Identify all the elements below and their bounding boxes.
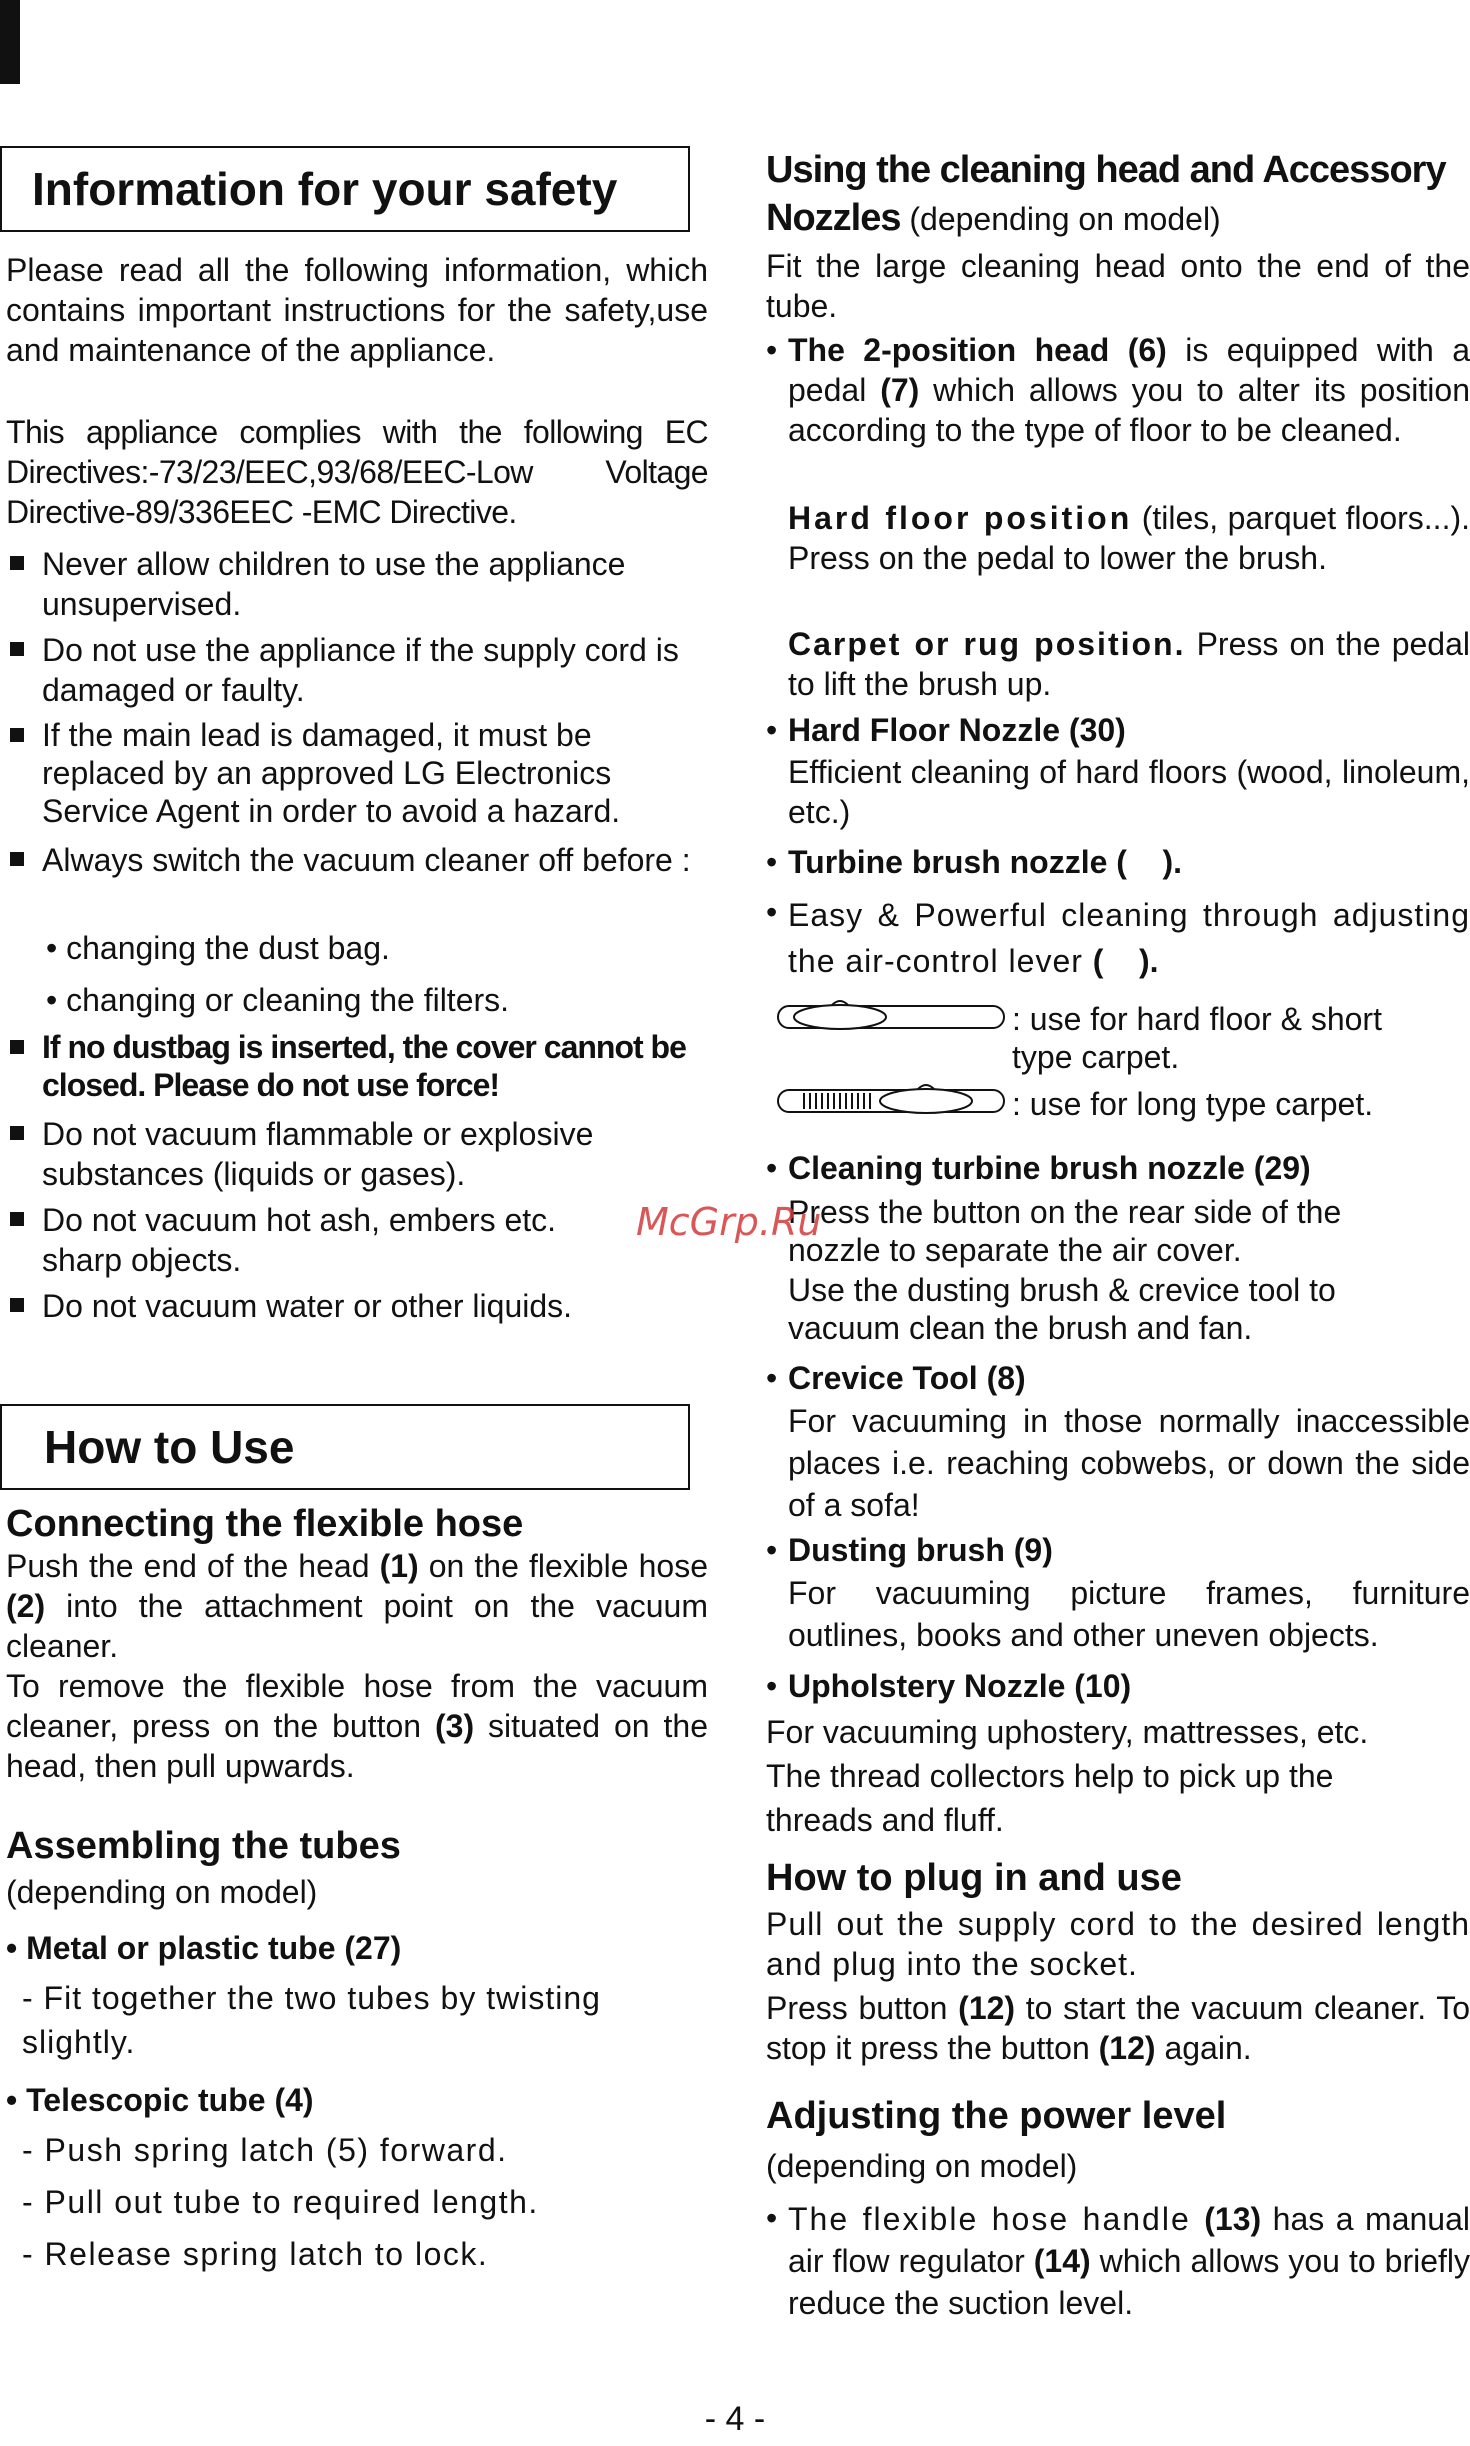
upholstery-line: For vacuuming uphostery, mattresses, etc.: [766, 1714, 1369, 1750]
bullet-square-icon: [10, 1298, 24, 1312]
bullet-dot: •: [766, 712, 778, 748]
two-position-head: The 2-position head (6) is equipped with a pedal (7) which allows you to alter its position according to the type of floor to be cleaned.: [788, 332, 1470, 448]
safety-title-box: [0, 146, 690, 232]
safety-item: Do not vacuum flammable or explosive substances (liquids or gases).: [42, 1116, 594, 1192]
safety-title: Information for your safety: [32, 163, 618, 215]
bullet-square-icon: [10, 1040, 24, 1054]
hose-heading: Connecting the flexible hose: [6, 1503, 524, 1545]
upholstery-nozzle-label: Upholstery Nozzle (10): [788, 1668, 1132, 1704]
safety-item: Do not use the appliance if the supply cord is damaged or faulty.: [42, 632, 679, 708]
page-number: - 4 -: [704, 2400, 766, 2438]
safety-subitem: • changing or cleaning the filters.: [46, 982, 510, 1018]
safety-item: Always switch the vacuum cleaner off before :: [42, 842, 691, 878]
safety-item: If the main lead is damaged, it must be replaced by an approved LG Electronics Service Agent in order to avoid a hazard.: [42, 717, 621, 829]
bullet-dot: •: [766, 1150, 778, 1186]
watermark: McGrp.Ru: [636, 1200, 822, 1244]
howto-title: How to Use: [44, 1421, 295, 1473]
turbine-brush-label: Turbine brush nozzle ( ).: [788, 844, 1183, 880]
carpet-position: Carpet or rug position. Press on the pedal to lift the brush up.: [788, 626, 1470, 702]
bullet-dot: •: [766, 1668, 778, 1704]
bullet-square-icon: [10, 852, 24, 866]
plug-heading: How to plug in and use: [766, 1857, 1182, 1899]
howto-title-box: [0, 1404, 690, 1490]
telescopic-tube-label: • Telescopic tube (4): [6, 2082, 314, 2118]
cleaning-turbine-line: vacuum clean the brush and fan.: [788, 1310, 1253, 1346]
lever-hard-floor-text: : use for hard floor & short type carpet.: [1012, 1001, 1382, 1075]
cleaning-turbine-line: Use the dusting brush & crevice tool to: [788, 1272, 1336, 1308]
telescopic-step: - Push spring latch (5) forward.: [22, 2132, 508, 2168]
power-subheading: (depending on model): [766, 2148, 1078, 2184]
safety-subitem: • changing the dust bag.: [46, 930, 390, 966]
dusting-brush-label: Dusting brush (9): [788, 1532, 1053, 1568]
crevice-tool-text: For vacuuming in those normally inaccessible places i.e. reaching cobwebs, or down the side of a sofa!: [788, 1403, 1470, 1523]
bullet-square-icon: [10, 642, 24, 656]
cleaning-turbine-label: Cleaning turbine brush nozzle (29): [788, 1150, 1311, 1186]
safety-item: Do not vacuum hot ash, embers etc. sharp objects.: [42, 1202, 557, 1278]
bullet-square-icon: [10, 728, 24, 742]
telescopic-step: - Pull out tube to required length.: [22, 2184, 539, 2220]
cleaning-turbine-line: Press the button on the rear side of the: [788, 1194, 1342, 1230]
upholstery-line: The thread collectors help to pick up the: [766, 1758, 1334, 1794]
plug-paragraph-1: Pull out the supply cord to the desired length and plug into the socket.: [766, 1906, 1470, 1982]
safety-item: Never allow children to use the appliance unsupervised.: [42, 546, 626, 622]
bullet-square-icon: [10, 1126, 24, 1140]
safety-directives: This appliance complies with the following EC Directives:-73/23/EEC,93/68/EEC-Low Voltage Directive-89/336EEC -EMC Directive.: [6, 414, 708, 530]
bullet-dot: •: [766, 844, 778, 880]
safety-warning: If no dustbag is inserted, the cover cannot be closed. Please do not use force!: [42, 1029, 686, 1103]
metal-tube-text: - Fit together the two tubes by twisting slightly.: [22, 1980, 601, 2060]
safety-item: Do not vacuum water or other liquids.: [42, 1288, 573, 1324]
upholstery-line: threads and fluff.: [766, 1802, 1004, 1838]
corner-marker: [0, 0, 20, 84]
cleaning-heading-line1: Using the cleaning head and Accessory: [766, 149, 1446, 191]
dusting-brush-text: For vacuuming picture frames, furniture outlines, books and other uneven objects.: [788, 1575, 1470, 1653]
hard-floor-nozzle-text: Efficient cleaning of hard floors (wood, linoleum, etc.): [788, 754, 1470, 830]
cleaning-turbine-line: nozzle to separate the air cover.: [788, 1232, 1242, 1268]
metal-tube-label: • Metal or plastic tube (27): [6, 1930, 402, 1966]
bullet-dot: •: [766, 1360, 778, 1396]
cleaning-intro: Fit the large cleaning head onto the end of the tube.: [766, 248, 1470, 324]
bullet-dot: •: [766, 1532, 778, 1568]
lever-long-carpet-text: : use for long type carpet.: [1012, 1086, 1374, 1122]
bullet-dot: •: [766, 2200, 778, 2236]
power-text: The flexible hose handle (13) has a manual air flow regulator (14) which allows you to briefly reduce the suction level.: [788, 2201, 1470, 2321]
hard-floor-nozzle-label: Hard Floor Nozzle (30): [788, 712, 1126, 748]
safety-intro: Please read all the following information, which contains important instructions for the safety,use and maintenance of the appliance.: [6, 252, 708, 368]
cleaning-heading-line2: Nozzles (depending on model): [766, 197, 1221, 239]
bullet-dot: •: [766, 894, 778, 930]
bullet-dot: •: [766, 332, 778, 368]
bullet-square-icon: [10, 1212, 24, 1226]
telescopic-step: - Release spring latch to lock.: [22, 2236, 489, 2272]
bullet-square-icon: [10, 556, 24, 570]
hose-paragraph-1: Push the end of the head (1) on the flexible hose (2) into the attachment point on the vacuum cleaner.: [6, 1548, 709, 1664]
air-control-lever-icon: [776, 1082, 1008, 1118]
crevice-tool-label: Crevice Tool (8): [788, 1360, 1026, 1396]
power-heading: Adjusting the power level: [766, 2095, 1227, 2137]
easy-powerful-text: Easy & Powerful cleaning through adjusting the air-control lever ( ).: [788, 897, 1470, 979]
tubes-heading: Assembling the tubes: [6, 1825, 401, 1867]
hard-floor-position: Hard floor position (tiles, parquet floors...). Press on the pedal to lower the brush.: [788, 500, 1470, 576]
plug-paragraph-2: Press button (12) to start the vacuum cleaner. To stop it press the button (12) again.: [766, 1990, 1470, 2066]
hose-paragraph-2: To remove the flexible hose from the vacuum cleaner, press on the button (3) situated on the head, then pull upwards.: [6, 1668, 709, 1784]
air-control-lever-icon: [776, 998, 1008, 1034]
tubes-subheading: (depending on model): [6, 1874, 318, 1910]
